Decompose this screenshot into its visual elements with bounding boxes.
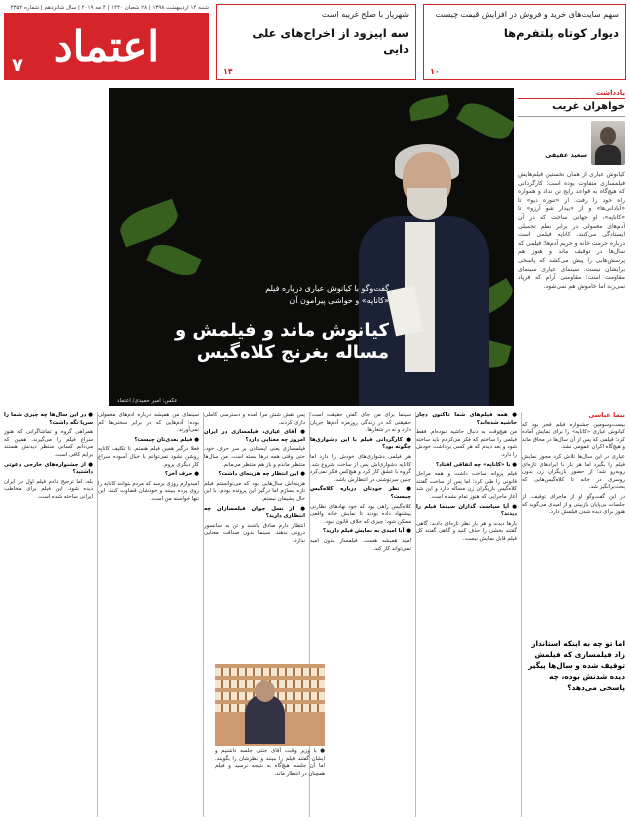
article-column-1 xyxy=(522,412,625,817)
portrait-beard xyxy=(407,188,447,220)
photo-stripe xyxy=(215,668,325,676)
question: ● آیا امیدی به نمایش فیلم دارید؟ xyxy=(322,528,411,535)
opinion-title: خواهران غریب xyxy=(518,100,625,117)
leaf-shape xyxy=(408,95,451,122)
paragraph: بیست‌وسومین جشنواره فیلم فجر بود که کیانوش عیاری «کاناپه» را برای نمایش آماده کرد؛ فیلمی که پس از آن سال‌ها در محاق ماند و هیچ‌گاه اکران عمومی نشد. xyxy=(522,421,625,451)
teaser-headline: سه اپیزود از اخراج‌های علی دایی xyxy=(252,26,409,56)
teaser-platforms[interactable] xyxy=(423,4,626,80)
author-name: سعید عقیقی xyxy=(545,151,587,159)
paragraph: عیاری در این سال‌ها تلاش کرد مجوز نمایش فیلم را بگیرد اما هر بار با ایرادهای تازه‌ای روبه‌رو شد؛ از حضور بازیگران زن بدون روسری در خانه تا کلاه‌گیس‌هایی که بحث‌برانگیز شد. xyxy=(522,453,625,491)
paragraph: هر فیلمی دشواری‌های خودش را دارد اما کاناپه دشواری‌اش پس از ساخت شروع شد. گروه با عشق کار کرد و هیچ‌کس فکر نمی‌کرد چنین سرنوشتی در انتظارش باشد. xyxy=(310,453,411,483)
hero-headline[interactable]: کیانوش ماند و فیلمش و مساله بغرنج کلاه‌گیس xyxy=(175,320,389,363)
question: ● فیلم بعدی‌تان چیست؟ xyxy=(134,436,199,443)
hero-photo xyxy=(109,88,514,406)
pull-quote: اما تو چه به اینکه استاندار زاد فیلمسازی که فیلمش توقیف شده و سال‌ها پیگیر دیده شدنش بوده، چه پاسخی می‌دهد؟ xyxy=(522,636,625,693)
author-box xyxy=(518,121,625,169)
question: ● آقای عیاری، فیلمسازی در ایران امروز چه معنایی دارد؟ xyxy=(204,429,305,443)
paragraph: فعلا درگیر همین فیلم هستم. تا تکلیف کاناپه روشن نشود نمی‌توانم با خیال آسوده سراغ کار دیگری بروم. xyxy=(98,446,199,468)
article-column-4 xyxy=(204,412,305,660)
inset-photo xyxy=(215,664,325,746)
paragraph: بارها دیدند و هر بار نظر تازه‌ای دادند. گاهی گفتند بخشی را حذف کنید و گاهی گفتند کل فیلم قابل نمایش نیست. xyxy=(416,520,517,542)
question: ● کارگردانی فیلم با این دشواری‌ها چگونه بود؟ xyxy=(310,436,411,451)
page-number: ۷ xyxy=(12,55,23,76)
author-avatar xyxy=(591,121,625,165)
question: ● همه فیلم‌های شما تاکنون دچار حاشیه شده‌اند؟ xyxy=(416,412,517,426)
leaf-shape xyxy=(456,96,514,146)
column-byline: نیما عباسی xyxy=(588,412,625,419)
teaser-kicker: سهم سایت‌های خرید و فروش در افزایش قیمت چیست xyxy=(435,10,619,19)
photo-credit: عکس: امیر حمیدی/ اعتماد xyxy=(117,398,178,404)
inset-portrait-face xyxy=(255,680,275,702)
front-header xyxy=(0,0,630,88)
paragraph: فیلم پروانه ساخت داشت و همه مراحل قانونی را طی کرد؛ اما پس از ساخت گفتند کلاه‌گیس بازیگران زن مساله دارد و این شد آغاز ماجرایی که هنوز تمام نشده است. xyxy=(416,471,517,500)
paragraph: امیدوارم روزی برسد که مردم بتوانند کاناپه را روی پرده ببینند و خودشان قضاوت کنند. این تنها خواسته من است. xyxy=(98,480,199,502)
newspaper-logo xyxy=(4,13,209,80)
section-tag: یادداشت xyxy=(518,88,625,99)
paragraph: امید همیشه هست. فیلمساز بدون امید نمی‌تواند کار کند. xyxy=(310,537,411,552)
logo-wordmark: اعتماد xyxy=(53,21,160,71)
question: ● نظر خودتان درباره کلاه‌گیس چیست؟ xyxy=(310,486,411,500)
paragraph: سینمای من همیشه درباره آدم‌های معمولی بوده؛ آدم‌هایی که در برابر سختی‌ها کم نمی‌آورند. xyxy=(98,412,199,434)
article-column-3 xyxy=(310,412,411,817)
teaser-page-number: ۱۰ xyxy=(430,67,440,76)
opinion-column xyxy=(518,100,625,390)
question: ● آیا سیاست‌ گذاران سینما فیلم را دیدند؟ xyxy=(416,503,517,518)
paragraph: پس نقش شش مرا آمده و دسترسی کاملی داری کردند. xyxy=(204,412,305,426)
question: ● از جشنواره‌های خارجی دعوتی داشتید؟ xyxy=(4,461,93,476)
paragraph: بله، اما ترجیح دادم فیلم اول در ایران دیده شود. این فیلم برای مخاطب ایرانی ساخته شده است. xyxy=(4,478,93,500)
question: ● حرف آخر؟ xyxy=(164,471,199,478)
paragraph: هزینه‌اش سال‌هایی بود که می‌توانستم فیلم تازه بسازم اما درگیر این پرونده بودم. با این حال پشیمان نیستم. xyxy=(204,480,305,502)
teaser-headline: دیوار کوتاه پلتفرم‌ها xyxy=(503,26,619,40)
opinion-body: کیانوش عیاری از همان نخستین فیلم‌هایش فیلمسازی متفاوت بوده است؛ کارگردانی که هیچ‌گاه به قواعد رایج تن نداد و همواره راه خود را رفت. از «تنوره دیو» تا «آبادانی‌ها» و از «بیدار شو آرزو» تا «کاناپه»، او جهانی ساخت که در آن آدم‌های معمولی در برابر نظم تحمیلی ایستادگی می‌کنند. کاناپه فیلمی است درباره حرمت خانه و حریم آدم‌ها؛ فیلمی که سال‌ها در توقیف ماند و هنوز هم پرسش‌هایی را پیش می‌کشد که پاسخی برایشان نیست. سینمای عیاری سینمای مقاومت است؛ مقاومتی آرام که فریاد نمی‌زند اما خاموش هم نمی‌شود. xyxy=(518,171,625,290)
leaf-shape xyxy=(116,199,183,248)
paragraph: در این گفت‌وگو او از ماجرای توقیف، از جلسات بی‌پایان بازبینی و از امیدی می‌گوید که هنوز برای دیده شدن فیلمش دارد. xyxy=(522,493,625,516)
teaser-page-number: ۱۴ xyxy=(223,67,233,76)
paragraph: کلاه‌گیس راهی بود که خود نهادهای نظارتی پیشنهاد داده بودند تا نمایش خانه واقعی ممکن شود؛ چیزی که خلاف قانون نبود. xyxy=(310,503,411,525)
paragraph: من هیچ‌وقت به دنبال حاشیه نبوده‌ام. فقط فیلمی را ساختم که فکر می‌کردم باید ساخته شود و بعد دیدم که هر کسی برداشت خودش را دارد. xyxy=(416,429,517,458)
leaf-shape xyxy=(146,239,201,282)
question: ● این انتظار چه هزینه‌ای داشت؟ xyxy=(218,471,305,478)
paragraph: انتظار دارم صادق باشند و تن به سانسور درونی ندهند. سینما بدون صداقت معنایی ندارد. xyxy=(204,522,305,544)
hero-kicker: گفت‌وگو با کیانوش عیاری درباره فیلم «کاناپه» و حواشی پیرامون آن xyxy=(265,284,389,305)
paragraph: سینما برای من جای گفتن حقیقت است؛ حقیقتی که در زندگی روزمره آدم‌ها جریان دارد و نه در شعارها. xyxy=(310,412,411,434)
teaser-football[interactable] xyxy=(216,4,416,80)
dateline: شنبه ۱۴ اردیبهشت ۱۳۹۸ | ۲۸ شعبان ۱۴۴۰ | ۴ مه ۲۰۱۹ | سال شانزدهم | شماره ۴۳۵۲ xyxy=(10,5,209,11)
paragraph: فیلمسازی یعنی ایستادن بر سر حرف خود، حتی وقتی همه درها بسته است. من سال‌ها منتظر ماندم و باز هم منتظر می‌مانم. xyxy=(204,446,305,468)
inset-caption: ● با وزیر وقت، آقای جنتی جلسه داشتیم و ایشان گفتند فیلم را ببینند و نظرشان را بگویند. اما آن جلسه هیچ‌گاه به نتیجه نرسید و فیلم همچنان در انتظار ماند. xyxy=(215,748,325,777)
article-column-5 xyxy=(98,412,199,817)
article-column-2 xyxy=(416,412,517,817)
article-column-6 xyxy=(4,412,93,817)
teaser-kicker: شهریار با صلح غریبه است xyxy=(321,10,409,19)
question: ● با «کاناپه» چه اتفاقی افتاد؟ xyxy=(435,461,517,468)
question: ● در این سال‌ها چه چیزی شما را سرپا نگه داشت؟ xyxy=(4,412,93,426)
question: ● از نسل جوان فیلمسازان چه انتظاری دارید؟ xyxy=(204,505,305,520)
paragraph: همراهی گروه و تماشاگرانی که هنوز سراغ فیلم را می‌گیرند. همین که می‌دانم کسانی منتظر دیدنش هستند برایم کافی است. xyxy=(4,429,93,458)
masthead xyxy=(4,4,209,80)
